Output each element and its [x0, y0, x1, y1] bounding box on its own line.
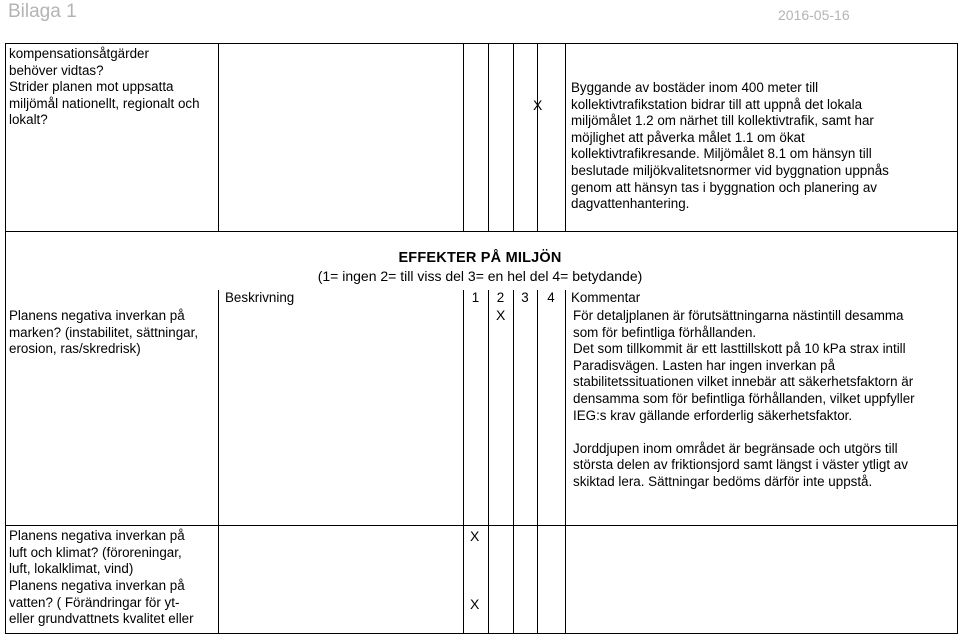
document-title: Bilaga 1 [8, 1, 77, 22]
question-ground: Planens negativa inverkan på marken? (instabilitet, sättningar, erosion, ras/skredrisk) [9, 308, 199, 357]
column-header-1: 1 [471, 290, 480, 305]
column-header-4: 4 [547, 290, 555, 305]
mark-x: X [496, 307, 506, 323]
column-header-3: 3 [521, 290, 529, 305]
comment-ground: För detaljplanen är förutsättningarna nästintill desamma som för befintliga förhållanden. Det som tillkommit är ett lasttillskott på 10 kPa strax intill Paradisvägen. Lasten har ingen inverkan på stabilitetssituationen vilket innebär att säkerhetsfaktorn är densamma som för befintliga förhållanden, vilket uppfyller IEG:s krav gällande erforderlig säkerhetsfaktor. Jorddjupen inom området är begränsade och utgörs till största delen av friktionsjord samt längst i väster ytligt av skiktad lera. Sättningar bedöms därför inte uppstå. [573, 308, 915, 489]
mark-x: X [470, 596, 480, 612]
column-header-2: 2 [496, 290, 505, 305]
section-title: EFFEKTER PÅ MILJÖN [398, 250, 562, 266]
question-air-climate: Planens negativa inverkan på luft och klimat? (föroreningar, luft, lokalklimat, vind) [9, 528, 185, 577]
scale-legend: (1= ingen 2= till viss del 3= en hel del 4= betydande) [317, 268, 643, 284]
question-environmental-goals: kompensationsåtgärder behöver vidtas? Strider planen mot uppsatta miljömål nationellt, regionalt och lokalt? [9, 46, 200, 128]
mark-x: X [470, 528, 480, 544]
mark-x: X [533, 97, 543, 113]
column-header-description: Beskrivning [225, 290, 295, 305]
column-header-comment: Kommentar [571, 290, 641, 305]
document-date: 2016-05-16 [778, 7, 850, 23]
comment-environmental-goals: Byggande av bostäder inom 400 meter till kollektivtrafikstation bidrar till att uppnå det lokala miljömålet 1.2 om närhet till kollektivtrafik, samt har möjlighet att påverka målet 1.1 om ökat kollektivtrafikresande. Miljömålet 8.1 om hänsyn till beslutade miljökvalitetsnormer vid byggnation uppnås genom att hänsyn tas i byggnation och planering av dagvattenhantering. [571, 80, 889, 212]
question-water: Planens negativa inverkan på vatten? ( Förändringar för yt- eller grundvattnets kvalitet eller [9, 578, 194, 627]
